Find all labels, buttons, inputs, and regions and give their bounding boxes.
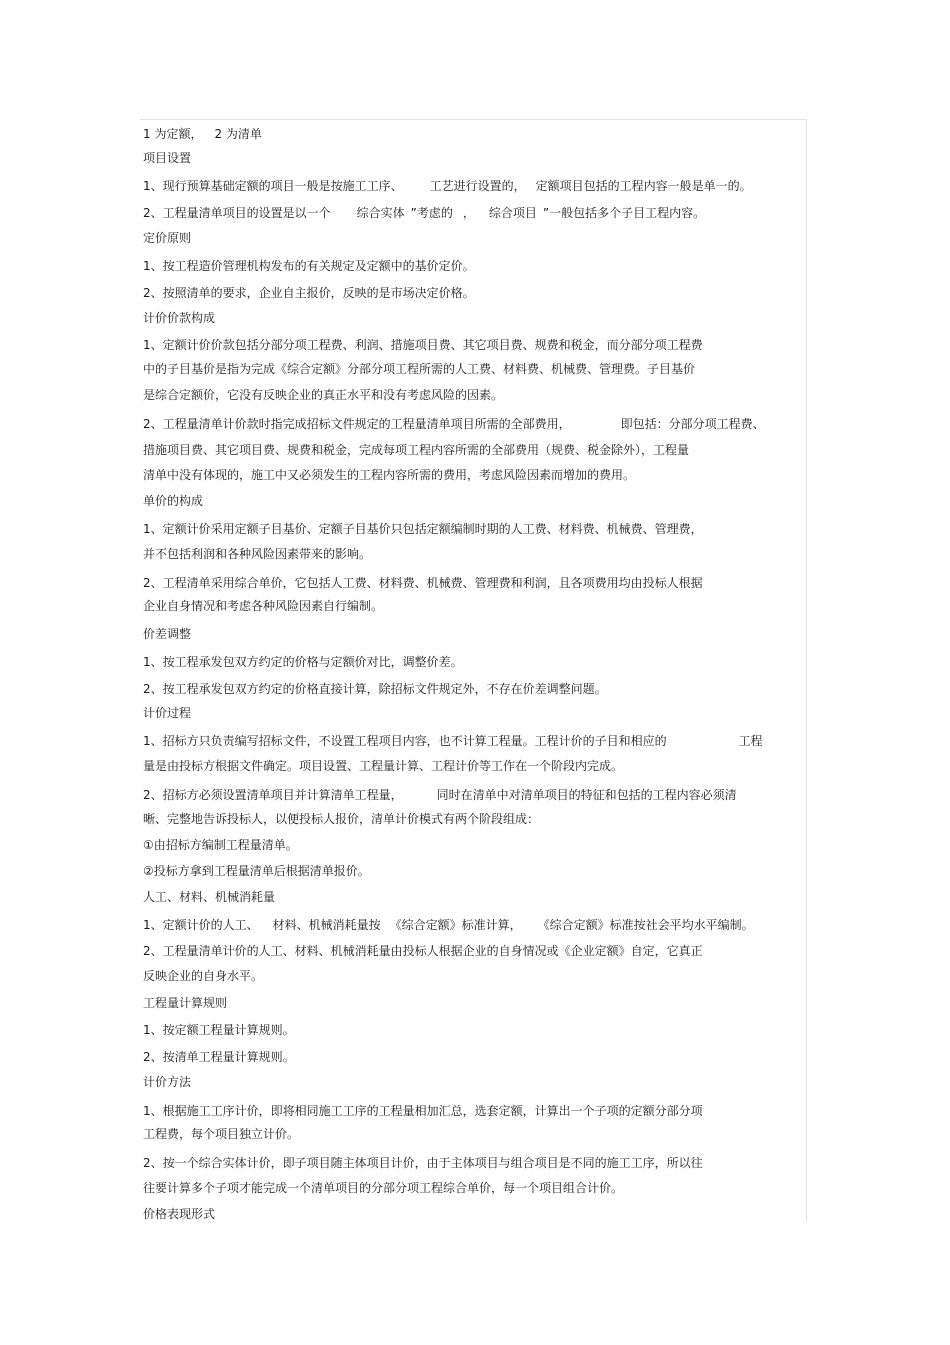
section-heading: 定价原则 (143, 231, 192, 245)
doc-line: 晰、完整地告诉投标人，以便投标人报价，清单计价模式有两个阶段组成： (143, 812, 540, 826)
section-heading: 计价价款构成 (143, 311, 216, 325)
doc-line: 企业自身情况和考虑各种风险因素自行编制。 (143, 599, 384, 613)
doc-line: 是综合定额价，它没有反映企业的真正水平和没有考虑风险的因素。 (143, 388, 504, 402)
section-heading: 价差调整 (143, 627, 192, 641)
doc-line: 1、按工程承发包双方约定的价格与定额价对比，调整价差。 (143, 655, 463, 669)
list-item: ②投标方拿到工程量清单后根据清单报价。 (143, 864, 370, 878)
section-heading: 项目设置 (143, 151, 192, 165)
doc-line: 工程费，每个项目独立计价。 (143, 1127, 300, 1141)
doc-line: 2、工程清单采用综合单价，它包括人工费、材料费、机械费、管理费和利润，且各项费用均由投标人根据 (143, 576, 703, 590)
list-item: ①由招标方编制工程量清单。 (143, 838, 298, 852)
doc-line: 1、按工程造价管理机构发布的有关规定及定额中的基价定价。 (143, 259, 475, 273)
section-heading: 人工、材料、机械消耗量 (143, 890, 276, 904)
doc-line: 2、工程量清单项目的设置是以一个 综合实体 ”考虑的 ， 综合项目 ”一般包括多个子目工程内容。 (143, 206, 706, 220)
doc-line: 1、根据施工工序计价，即将相同施工工序的工程量相加汇总，选套定额，计算出一个子项的定额分部分项 (143, 1104, 703, 1118)
section-heading: 工程量计算规则 (143, 996, 228, 1010)
doc-line: 1、定额计价价款包括分部分项工程费、利润、措施项目费、其它项目费、规费和税金，而分部分项工程费 (143, 338, 703, 352)
doc-line: 2、工程量清单计价款时指完成招标文件规定的工程量清单项目所需的全部费用， 即包括：分部分项工程费、 (143, 417, 765, 431)
doc-line: 量是由投标方根据文件确定。项目设置、工程量计算、工程计价等工作在一个阶段内完成。 (143, 759, 624, 773)
doc-line: 1、现行预算基础定额的项目一般是按施工工序、 工艺进行设置的， 定额项目包括的工程内容一般是单一的。 (143, 179, 752, 193)
doc-line: 1、招标方只负责编写招标文件，不设置工程项目内容，也不计算工程量。工程计价的子目和相应的 工程 (143, 734, 763, 748)
doc-line: 2、工程量清单计价的人工、材料、机械消耗量由投标人根据企业的自身情况或《企业定额》自定，它真正 (143, 944, 703, 958)
doc-line: 2、招标方必须设置清单项目并计算清单工程量， 同时在清单中对清单项目的特征和包括的工程内容必须清 (143, 788, 737, 802)
doc-line: 往要计算多个子项才能完成一个清单项目的分部分项工程综合单价，每一个项目组合计价。 (143, 1181, 624, 1195)
doc-line: 2、按一个综合实体计价，即子项目随主体项目计价，由于主体项目与组合项目是不同的施工工序，所以往 (143, 1156, 703, 1170)
section-heading: 计价方法 (143, 1075, 192, 1089)
doc-line: 1 为定额， 2 为清单 (143, 127, 262, 141)
section-heading: 价格表现形式 (143, 1207, 216, 1221)
doc-line: 1、按定额工程量计算规则。 (143, 1023, 295, 1037)
doc-line: 清单中没有体现的，施工中又必须发生的工程内容所需的费用，考虑风险因素而增加的费用。 (143, 468, 636, 482)
doc-line: 2、按照清单的要求，企业自主报价，反映的是市场决定价格。 (143, 286, 475, 300)
section-heading: 计价过程 (143, 706, 192, 720)
doc-line: 并不包括利润和各种风险因素带来的影响。 (143, 547, 372, 561)
section-heading: 单价的构成 (143, 494, 204, 508)
doc-line: 2、按工程承发包双方约定的价格直接计算，除招标文件规定外，不存在价差调整问题。 (143, 682, 607, 696)
doc-line: 1、定额计价的人工、 材料、机械消耗量按 《综合定额》标准计算， 《综合定额》标准按社会平均水平编制。 (143, 918, 754, 932)
doc-line: 中的子目基价是指为完成《综合定额》分部分项工程所需的人工费、材料费、机械费、管理费。子目基价 (143, 362, 696, 376)
doc-line: 措施项目费、其它项目费、规费和税金，完成每项工程内容所需的全部费用（规费、税金除外），工程量 (143, 443, 690, 457)
doc-line: 2、按清单工程量计算规则。 (143, 1050, 295, 1064)
doc-line: 1、定额计价采用定额子目基价、定额子目基价只包括定额编制时期的人工费、材料费、机械费、管理费， (143, 522, 703, 536)
doc-line: 反映企业的自身水平。 (143, 969, 264, 983)
